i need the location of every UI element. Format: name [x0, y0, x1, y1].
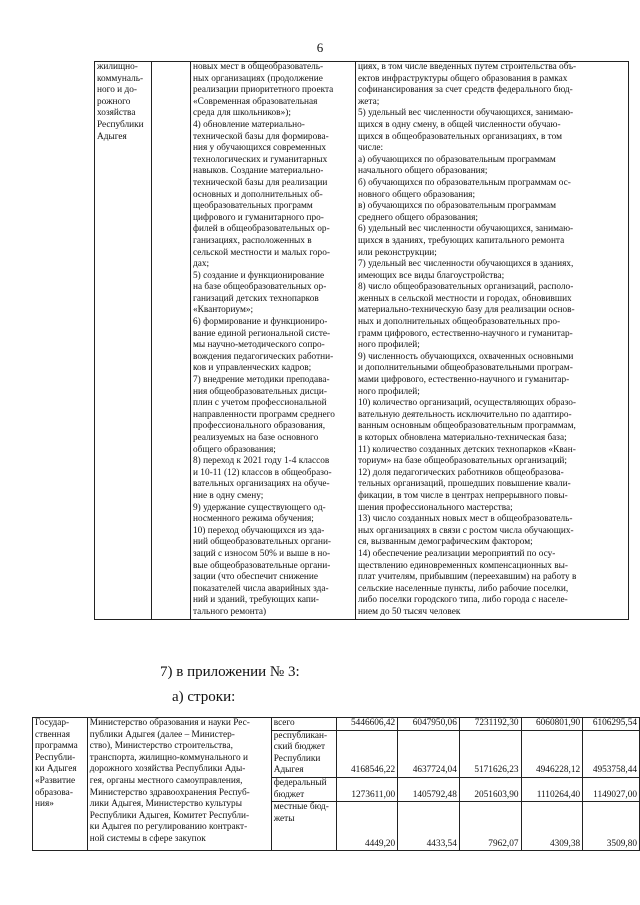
text-line: жеты [273, 813, 295, 824]
source-cell [271, 730, 336, 777]
text-line: 7) внедрение методики преподава- [193, 375, 330, 386]
text-line: заций с износом 50% и выше в но- [193, 548, 331, 559]
text-line: «Кванториум»; [193, 305, 254, 316]
text-line: навыков. Создание материально- [193, 166, 324, 177]
text-line: и 10-11 (12) классов в общеобразо- [193, 467, 332, 478]
text-line: гея, органы местного самоуправления, [89, 775, 243, 786]
value-cell: 1110264,40 [521, 777, 583, 801]
text-line: мы научно-методического сопро- [193, 340, 325, 351]
text-line: вые общеобразовательные органи- [193, 560, 331, 571]
text-line: Адыгея [273, 765, 304, 776]
text-line: материально-техническую базу для реализации основ- [358, 305, 575, 316]
text-line: Министерство здравоохранения Респуб- [89, 787, 250, 798]
text-line: Адыгея [97, 131, 127, 142]
text-line: республикан- [273, 730, 328, 741]
text-line: Республики [97, 119, 144, 130]
text-line: ков и управленческих кадров; [193, 363, 312, 374]
text-line: реализуемых на базе основного [193, 433, 319, 443]
value-cell: 5446606,42 [336, 718, 398, 731]
text-line: общего образования; [193, 444, 276, 455]
value-cell: 4449,20 [336, 802, 398, 851]
source-cell [271, 718, 336, 731]
text-line: вождения педагогических работни- [193, 351, 334, 362]
text-line: в которых обновлена материально-техническая база; [358, 433, 567, 443]
text-line: ного профилей; [358, 386, 420, 397]
value-cell: 3509,80 [583, 802, 640, 851]
text-line: щихся в одну смену, в общей численности обучаю- [358, 119, 561, 130]
text-line: плат учителям, прибывшим (переехавшим) на работу в [358, 572, 577, 583]
text-line: тельных организаций, прошедших повышение квали- [358, 479, 571, 490]
text-line: филей в общеобразовательных ор- [193, 224, 330, 235]
text-line: 12) доля педагогических работников общеобразова- [358, 467, 564, 478]
text-line: новых мест в общеобразователь- [193, 62, 324, 72]
text-line: программа [35, 741, 78, 752]
text-line: ся, вызванным демографическим фактором; [358, 537, 533, 548]
responsible-cell [95, 62, 152, 620]
text-line: числе: [358, 143, 384, 154]
text-line: ганизаций детских технопарков [193, 293, 319, 304]
value-cell: 4309,38 [521, 802, 583, 851]
indicators-cell [356, 62, 629, 620]
text-line: рожного [97, 96, 131, 107]
text-line: либо поселки городского типа, либо города с населе- [358, 595, 568, 606]
value-cell: 5171626,23 [459, 730, 521, 777]
text-line: ство), Министерство строительства, [89, 741, 233, 752]
goals-table [94, 61, 629, 620]
text-line: транспорта, жилищно-коммунального и [89, 752, 248, 763]
text-line: ного и до- [97, 85, 137, 96]
text-line: ки Адыгея по регулированию контракт- [89, 822, 248, 833]
text-line: дах; [193, 259, 210, 270]
text-line: Республики Адыгея, Комитет Республи- [89, 810, 250, 821]
value-cell: 6047950,06 [398, 718, 460, 731]
text-line: начального общего образования; [358, 166, 488, 177]
text-line: женных в сельской местности и городах, обновивших [358, 293, 572, 304]
text-line: цифрового и гуманитарного про- [193, 212, 324, 223]
value-cell: 7231192,30 [459, 718, 521, 731]
text-line: сельской местности и малых горо- [193, 247, 330, 258]
text-line: ственная [35, 729, 71, 740]
text-line: 13) число созданных новых мест в общеобразователь- [358, 514, 573, 525]
program-cell [33, 718, 88, 851]
text-line: местные бюд- [273, 802, 329, 813]
text-line: и дополнительными общеобразовательными програм- [358, 363, 573, 374]
text-line: ного профилей; [358, 340, 420, 351]
text-line: грамм цифрового, естественно-научного и гуманитар- [358, 328, 573, 339]
text-line: 5) создание и функционирование [193, 270, 325, 281]
text-line: 8) переход к 2021 году 1-4 классов [193, 456, 330, 467]
text-line: хозяйства [97, 108, 136, 119]
text-line: шения профессионального мастерства; [358, 502, 513, 513]
text-line: софинансирования за счет средств федерального бюд- [358, 85, 573, 96]
text-line: среднего общего образования; [358, 212, 479, 223]
text-line: ский бюджет [273, 742, 326, 753]
text-line: 9) удержание существующего од- [193, 502, 326, 513]
executors-cell [87, 718, 271, 851]
text-line: Министерство образования и науки Рес- [89, 718, 250, 728]
text-line: ния» [35, 799, 54, 810]
text-line: а) обучающихся по образовательным программам [358, 154, 556, 165]
text-line: ние в одну смену; [193, 490, 264, 501]
text-line: вание единой региональной систе- [193, 328, 331, 339]
page-number: 6 [316, 40, 324, 55]
text-line: ния общеобразовательных дисци- [193, 386, 327, 397]
text-line: 9) численность обучающихся, охваченных основными [358, 351, 574, 362]
text-line: вательных организациях на обуче- [193, 479, 330, 490]
text-line: ектов инфраструктуры общего образования в рамках [358, 73, 568, 84]
text-line: ки Адыгея [35, 764, 77, 775]
text-line: ния у обучающихся современных [193, 143, 326, 154]
text-line: ных организациях (продолжение [193, 73, 323, 84]
source-cell [271, 802, 336, 851]
text-line: дорожного хозяйства Республики Ады- [89, 764, 246, 775]
text-line: в) обучающихся по образовательным программам [358, 201, 557, 212]
text-line: федеральный [273, 777, 327, 788]
value-cell: 2051603,90 [459, 777, 521, 801]
text-line: 5) удельный вес численности обучающихся, занимаю- [358, 108, 574, 119]
tasks-cell [191, 62, 356, 620]
text-line: показателей числа аварийных зда- [193, 583, 329, 594]
text-line: сельские населенные пункты, либо рабочие поселки, [358, 583, 569, 594]
text-line: плин с учетом профессиональной [193, 398, 327, 409]
text-line: основных и дополнительных об- [193, 189, 323, 200]
text-line: технической базы для реализации [193, 177, 328, 188]
text-line: 8) число общеобразовательных организаций, располо- [358, 282, 574, 293]
text-line: 10) переход обучающихся из зда- [193, 525, 325, 536]
text-line: технологических и гуманитарных [193, 154, 328, 165]
funding-table [32, 717, 640, 851]
text-line: публики Адыгея (далее – Министер- [89, 729, 235, 740]
text-line: реализации приоритетного проекта [193, 85, 334, 96]
text-line: фикации, в том числе в центрах непрерывного повы- [358, 490, 568, 501]
text-line: щеобразовательных программ [193, 201, 313, 212]
text-line: вательную деятельность исключительно по адаптиро- [358, 409, 572, 420]
text-line: ториум» на базе общеобразовательных организаций; [358, 456, 567, 467]
text-line: образова- [35, 787, 73, 798]
text-line: щихся в общеобразовательных организациях, в том [358, 131, 562, 142]
rows-heading: а) строки: [172, 689, 236, 705]
value-cell: 1273611,00 [336, 777, 398, 801]
text-line: 6) формирование и функциониро- [193, 317, 328, 328]
value-cell: 1149027,00 [583, 777, 640, 801]
text-line: ществлению единовременных компенсационных вы- [358, 560, 568, 571]
text-line: профессионального образования, [193, 421, 326, 432]
text-line: нием до 50 тысяч человек [358, 606, 461, 617]
text-line: ний общеобразовательных органи- [193, 537, 332, 548]
value-cell: 4168546,22 [336, 730, 398, 777]
value-cell: 6060801,90 [521, 718, 583, 731]
text-line: 11) количество созданных детских технопарков «Кван- [358, 444, 576, 455]
text-line: жилищно- [97, 62, 138, 72]
text-line: ганизациях, расположенных в [193, 235, 312, 246]
text-line: щихся в зданиях, требующих капитального ремонта [358, 235, 565, 246]
text-line: ной системы в сфере закупок [89, 833, 206, 844]
text-line: б) обучающихся по образовательным программам ос- [358, 177, 571, 188]
appendix-heading: 7) в приложении № 3: [160, 664, 300, 680]
text-line: среда для школьников»); [193, 108, 291, 119]
text-line: новного общего образования; [358, 189, 476, 200]
text-line: всего [273, 718, 295, 728]
text-line: Республики [273, 753, 321, 764]
text-line: технической базы для формирова- [193, 131, 329, 142]
text-line: 14) обеспечение реализации мероприятий по осу- [358, 548, 556, 559]
text-line: ных организациях в связи с ростом числа обучающих- [358, 525, 574, 536]
text-line: Республи- [35, 752, 76, 763]
text-line: на базе общеобразовательных ор- [193, 282, 327, 293]
text-line: бюджет [273, 789, 305, 800]
text-line: направленности программ среднего [193, 409, 335, 420]
text-line: жета; [358, 96, 380, 107]
text-line: циях, в том числе введенных путем строительства объ- [358, 62, 577, 72]
text-line: «Развитие [35, 775, 76, 786]
text-line: или реконструкции; [358, 247, 437, 258]
text-line: носменного режима обучения; [193, 514, 314, 525]
text-line: 6) удельный вес численности обучающихся, занимаю- [358, 224, 574, 235]
text-line: Государ- [35, 718, 70, 728]
text-line: ний и зданий, требующих капи- [193, 595, 319, 606]
value-cell: 6106295,54 [583, 718, 640, 731]
text-line: зации (что обеспечит снижение [193, 572, 318, 583]
text-line: ванным основным общеобразовательным программам, [358, 421, 576, 432]
text-line: 7) удельный вес численности обучающихся в зданиях, [358, 259, 574, 270]
text-line: 10) количество организаций, осуществляющих образо- [358, 398, 576, 409]
text-line: ных и дополнительных общеобразовательных про- [358, 317, 561, 328]
value-cell: 4946228,12 [521, 730, 583, 777]
text-line: «Современная образовательная [193, 96, 318, 107]
value-cell: 1405792,48 [398, 777, 460, 801]
text-line: тального ремонта) [193, 606, 267, 617]
value-cell: 4953758,44 [583, 730, 640, 777]
text-line: мами цифрового, естественно-научного и гуманитар- [358, 375, 570, 386]
value-cell: 7962,07 [459, 802, 521, 851]
text-line: лики Адыгея, Министерство культуры [89, 799, 242, 810]
value-cell: 4433,54 [398, 802, 460, 851]
empty-cell [152, 62, 191, 620]
text-line: 4) обновление материально- [193, 119, 305, 130]
source-cell [271, 777, 336, 801]
value-cell: 4637724,04 [398, 730, 460, 777]
text-line: коммуналь- [97, 73, 144, 84]
text-line: имеющих все виды благоустройства; [358, 270, 505, 281]
